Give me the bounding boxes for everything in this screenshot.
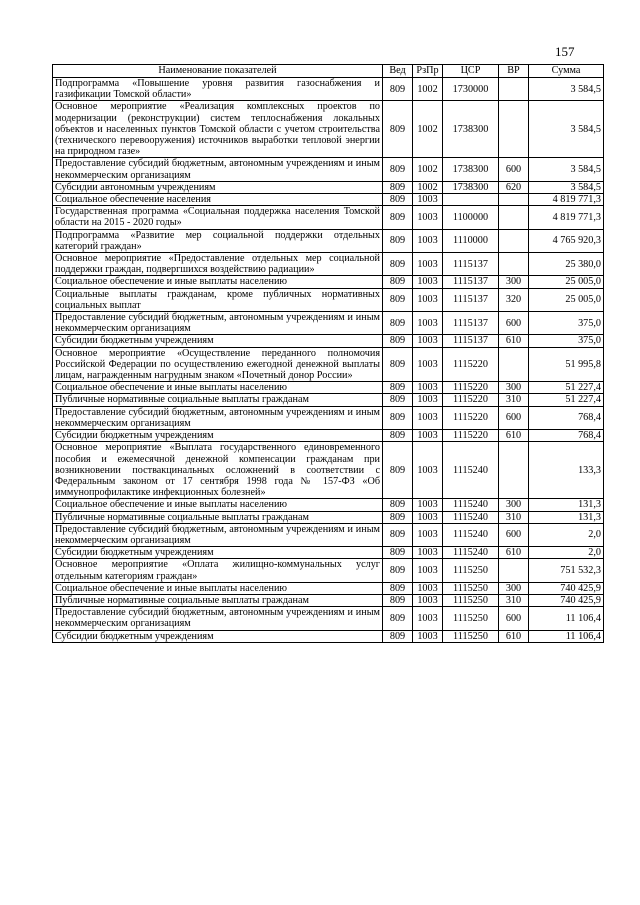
cell-rzpr: 1003 xyxy=(413,347,443,382)
table-row xyxy=(53,229,604,252)
cell-csr: 1730000 xyxy=(443,78,499,101)
cell-sum: 25 005,0 xyxy=(529,276,604,288)
cell-vr: 310 xyxy=(499,394,529,406)
table-row xyxy=(53,406,604,429)
cell-csr: 1115220 xyxy=(443,394,499,406)
cell-name: Основное мероприятие «Предоставление отдельных мер социальной поддержки граждан, подвергшихся воздействию радиации» xyxy=(53,253,383,276)
cell-name: Подпрограмма «Развитие мер социальной поддержки отдельных категорий граждан» xyxy=(53,229,383,252)
cell-vr xyxy=(499,253,529,276)
table-header-row xyxy=(53,65,604,78)
cell-ved: 809 xyxy=(383,194,413,206)
cell-csr: 1115137 xyxy=(443,276,499,288)
cell-rzpr: 1003 xyxy=(413,630,443,642)
cell-sum: 375,0 xyxy=(529,335,604,347)
cell-sum: 11 106,4 xyxy=(529,607,604,630)
table-row xyxy=(53,78,604,101)
cell-ved: 809 xyxy=(383,523,413,546)
cell-vr xyxy=(499,101,529,158)
cell-ved: 809 xyxy=(383,335,413,347)
header-csr: ЦСР xyxy=(443,65,499,78)
cell-rzpr: 1003 xyxy=(413,194,443,206)
cell-name: Предоставление субсидий бюджетным, автономным учреждениям и иным некоммерческим организациям xyxy=(53,523,383,546)
cell-rzpr: 1003 xyxy=(413,229,443,252)
cell-name: Основное мероприятие «Реализация комплексных проектов по модернизации (реконструкции) систем теплоснабжения локальных объектов и населенных пунктов Томской области с учетом строительства (технического перевооружения) источников выработки тепловой энергии на природном газе» xyxy=(53,101,383,158)
cell-sum: 4 819 771,3 xyxy=(529,206,604,229)
cell-vr xyxy=(499,442,529,499)
cell-name: Публичные нормативные социальные выплаты гражданам xyxy=(53,594,383,606)
table-row xyxy=(53,511,604,523)
cell-sum: 375,0 xyxy=(529,312,604,335)
cell-vr xyxy=(499,194,529,206)
cell-rzpr: 1003 xyxy=(413,594,443,606)
cell-name: Субсидии бюджетным учреждениям xyxy=(53,430,383,442)
cell-csr: 1738300 xyxy=(443,101,499,158)
cell-vr: 600 xyxy=(499,406,529,429)
table-row xyxy=(53,206,604,229)
cell-sum: 2,0 xyxy=(529,523,604,546)
header-sum: Сумма xyxy=(529,65,604,78)
cell-vr: 610 xyxy=(499,335,529,347)
cell-name: Предоставление субсидий бюджетным, автономным учреждениям и иным некоммерческим организациям xyxy=(53,406,383,429)
cell-ved: 809 xyxy=(383,559,413,582)
cell-rzpr: 1002 xyxy=(413,101,443,158)
table-row xyxy=(53,253,604,276)
cell-sum: 25 005,0 xyxy=(529,288,604,311)
cell-csr: 1115220 xyxy=(443,430,499,442)
table-row xyxy=(53,288,604,311)
table-row xyxy=(53,630,604,642)
cell-ved: 809 xyxy=(383,394,413,406)
cell-csr: 1100000 xyxy=(443,206,499,229)
cell-ved: 809 xyxy=(383,78,413,101)
cell-vr: 600 xyxy=(499,523,529,546)
cell-rzpr: 1003 xyxy=(413,312,443,335)
cell-rzpr: 1003 xyxy=(413,442,443,499)
header-rzpr: РзПр xyxy=(413,65,443,78)
table-row xyxy=(53,582,604,594)
cell-name: Субсидии бюджетным учреждениям xyxy=(53,547,383,559)
header-vr: ВР xyxy=(499,65,529,78)
cell-csr: 1115220 xyxy=(443,406,499,429)
table-row xyxy=(53,394,604,406)
cell-csr: 1115220 xyxy=(443,347,499,382)
cell-name: Государственная программа «Социальная поддержка населения Томской области на 2015 - 2020 годы» xyxy=(53,206,383,229)
cell-vr: 620 xyxy=(499,181,529,193)
cell-name: Основное мероприятие «Оплата жилищно-коммунальных услуг отдельным категориям граждан» xyxy=(53,559,383,582)
cell-rzpr: 1002 xyxy=(413,181,443,193)
cell-ved: 809 xyxy=(383,312,413,335)
cell-name: Публичные нормативные социальные выплаты гражданам xyxy=(53,394,383,406)
cell-ved: 809 xyxy=(383,582,413,594)
cell-csr: 1115220 xyxy=(443,382,499,394)
cell-name: Социальное обеспечение и иные выплаты населению xyxy=(53,276,383,288)
cell-vr: 610 xyxy=(499,430,529,442)
cell-ved: 809 xyxy=(383,347,413,382)
cell-csr: 1115137 xyxy=(443,312,499,335)
cell-sum: 4 765 920,3 xyxy=(529,229,604,252)
cell-ved: 809 xyxy=(383,382,413,394)
cell-sum: 751 532,3 xyxy=(529,559,604,582)
table-row xyxy=(53,194,604,206)
cell-rzpr: 1003 xyxy=(413,523,443,546)
cell-sum: 3 584,5 xyxy=(529,101,604,158)
cell-ved: 809 xyxy=(383,430,413,442)
cell-vr: 300 xyxy=(499,382,529,394)
cell-name: Социальное обеспечение и иные выплаты населению xyxy=(53,382,383,394)
cell-sum: 2,0 xyxy=(529,547,604,559)
cell-rzpr: 1003 xyxy=(413,335,443,347)
cell-csr: 1115137 xyxy=(443,335,499,347)
cell-vr: 610 xyxy=(499,630,529,642)
table-row xyxy=(53,607,604,630)
cell-csr: 1115240 xyxy=(443,442,499,499)
cell-rzpr: 1003 xyxy=(413,382,443,394)
cell-name: Социальное обеспечение и иные выплаты населению xyxy=(53,582,383,594)
cell-ved: 809 xyxy=(383,442,413,499)
cell-csr xyxy=(443,194,499,206)
cell-ved: 809 xyxy=(383,499,413,511)
cell-rzpr: 1003 xyxy=(413,559,443,582)
cell-ved: 809 xyxy=(383,511,413,523)
cell-vr xyxy=(499,559,529,582)
cell-sum: 131,3 xyxy=(529,511,604,523)
cell-rzpr: 1003 xyxy=(413,430,443,442)
cell-ved: 809 xyxy=(383,630,413,642)
cell-csr: 1738300 xyxy=(443,181,499,193)
cell-csr: 1110000 xyxy=(443,229,499,252)
cell-sum: 4 819 771,3 xyxy=(529,194,604,206)
cell-name: Основное мероприятие «Осуществление переданного полномочия Российской Федерации по осуществлению ежегодной денежной выплаты лицам, награжденным нагрудным знаком «Почетный донор России» xyxy=(53,347,383,382)
cell-sum: 133,3 xyxy=(529,442,604,499)
cell-vr: 310 xyxy=(499,594,529,606)
cell-ved: 809 xyxy=(383,276,413,288)
cell-ved: 809 xyxy=(383,607,413,630)
table-row xyxy=(53,594,604,606)
cell-rzpr: 1003 xyxy=(413,406,443,429)
table-row xyxy=(53,442,604,499)
cell-name: Социальное обеспечение населения xyxy=(53,194,383,206)
cell-rzpr: 1003 xyxy=(413,206,443,229)
cell-ved: 809 xyxy=(383,547,413,559)
cell-csr: 1115250 xyxy=(443,559,499,582)
table-row xyxy=(53,547,604,559)
cell-vr xyxy=(499,78,529,101)
cell-vr xyxy=(499,347,529,382)
budget-table xyxy=(52,64,604,643)
cell-rzpr: 1003 xyxy=(413,582,443,594)
table-row xyxy=(53,335,604,347)
cell-sum: 25 380,0 xyxy=(529,253,604,276)
cell-sum: 768,4 xyxy=(529,406,604,429)
cell-vr xyxy=(499,229,529,252)
cell-vr: 310 xyxy=(499,511,529,523)
cell-ved: 809 xyxy=(383,253,413,276)
cell-rzpr: 1003 xyxy=(413,499,443,511)
cell-csr: 1115250 xyxy=(443,594,499,606)
cell-name: Предоставление субсидий бюджетным, автономным учреждениям и иным некоммерческим организациям xyxy=(53,312,383,335)
cell-vr: 600 xyxy=(499,607,529,630)
cell-csr: 1115250 xyxy=(443,630,499,642)
cell-csr: 1115240 xyxy=(443,547,499,559)
cell-name: Публичные нормативные социальные выплаты гражданам xyxy=(53,511,383,523)
cell-name: Социальные выплаты гражданам, кроме публичных нормативных социальных выплат xyxy=(53,288,383,311)
cell-ved: 809 xyxy=(383,288,413,311)
cell-vr: 610 xyxy=(499,547,529,559)
cell-sum: 768,4 xyxy=(529,430,604,442)
table-row xyxy=(53,559,604,582)
cell-rzpr: 1003 xyxy=(413,547,443,559)
cell-ved: 809 xyxy=(383,229,413,252)
cell-name: Предоставление субсидий бюджетным, автономным учреждениям и иным некоммерческим организациям xyxy=(53,607,383,630)
cell-csr: 1115137 xyxy=(443,253,499,276)
cell-ved: 809 xyxy=(383,158,413,181)
cell-csr: 1115240 xyxy=(443,523,499,546)
cell-sum: 3 584,5 xyxy=(529,181,604,193)
cell-ved: 809 xyxy=(383,206,413,229)
cell-ved: 809 xyxy=(383,101,413,158)
cell-name: Субсидии автономным учреждениям xyxy=(53,181,383,193)
cell-csr: 1738300 xyxy=(443,158,499,181)
table-body xyxy=(53,78,604,643)
cell-rzpr: 1003 xyxy=(413,511,443,523)
cell-rzpr: 1002 xyxy=(413,158,443,181)
table-row xyxy=(53,430,604,442)
table-row xyxy=(53,347,604,382)
cell-sum: 51 995,8 xyxy=(529,347,604,382)
cell-rzpr: 1003 xyxy=(413,253,443,276)
cell-vr: 300 xyxy=(499,499,529,511)
table-row xyxy=(53,158,604,181)
cell-rzpr: 1002 xyxy=(413,78,443,101)
table-row xyxy=(53,523,604,546)
cell-vr xyxy=(499,206,529,229)
cell-vr: 300 xyxy=(499,276,529,288)
table-row xyxy=(53,382,604,394)
table-row xyxy=(53,312,604,335)
cell-sum: 3 584,5 xyxy=(529,78,604,101)
cell-sum: 740 425,9 xyxy=(529,582,604,594)
cell-rzpr: 1003 xyxy=(413,607,443,630)
cell-ved: 809 xyxy=(383,406,413,429)
header-name: Наименование показателей xyxy=(53,65,383,78)
table-row xyxy=(53,101,604,158)
header-ved: Вед xyxy=(383,65,413,78)
cell-sum: 740 425,9 xyxy=(529,594,604,606)
cell-name: Субсидии бюджетным учреждениям xyxy=(53,630,383,642)
cell-sum: 131,3 xyxy=(529,499,604,511)
cell-sum: 51 227,4 xyxy=(529,394,604,406)
cell-ved: 809 xyxy=(383,181,413,193)
cell-name: Субсидии бюджетным учреждениям xyxy=(53,335,383,347)
cell-sum: 3 584,5 xyxy=(529,158,604,181)
cell-vr: 600 xyxy=(499,312,529,335)
cell-rzpr: 1003 xyxy=(413,288,443,311)
cell-rzpr: 1003 xyxy=(413,394,443,406)
page-number: 157 xyxy=(555,44,575,59)
table-row xyxy=(53,181,604,193)
cell-sum: 11 106,4 xyxy=(529,630,604,642)
cell-csr: 1115250 xyxy=(443,582,499,594)
cell-csr: 1115250 xyxy=(443,607,499,630)
cell-name: Социальное обеспечение и иные выплаты населению xyxy=(53,499,383,511)
cell-rzpr: 1003 xyxy=(413,276,443,288)
cell-vr: 320 xyxy=(499,288,529,311)
cell-csr: 1115137 xyxy=(443,288,499,311)
cell-vr: 600 xyxy=(499,158,529,181)
cell-csr: 1115240 xyxy=(443,499,499,511)
cell-vr: 300 xyxy=(499,582,529,594)
cell-name: Предоставление субсидий бюджетным, автономным учреждениям и иным некоммерческим организациям xyxy=(53,158,383,181)
table-row xyxy=(53,276,604,288)
cell-csr: 1115240 xyxy=(443,511,499,523)
cell-ved: 809 xyxy=(383,594,413,606)
cell-sum: 51 227,4 xyxy=(529,382,604,394)
cell-name: Подпрограмма «Повышение уровня развития газоснабжения и газификации Томской области» xyxy=(53,78,383,101)
cell-name: Основное мероприятие «Выплата государственного единовременного пособия и ежемесячной денежной компенсации гражданам при возникновении поствакцинальных осложнений в соответствии с Федеральным законом от 17 сентября 1998 года № 157-ФЗ «Об иммунопрофилактике инфекционных болезней» xyxy=(53,442,383,499)
table-row xyxy=(53,499,604,511)
